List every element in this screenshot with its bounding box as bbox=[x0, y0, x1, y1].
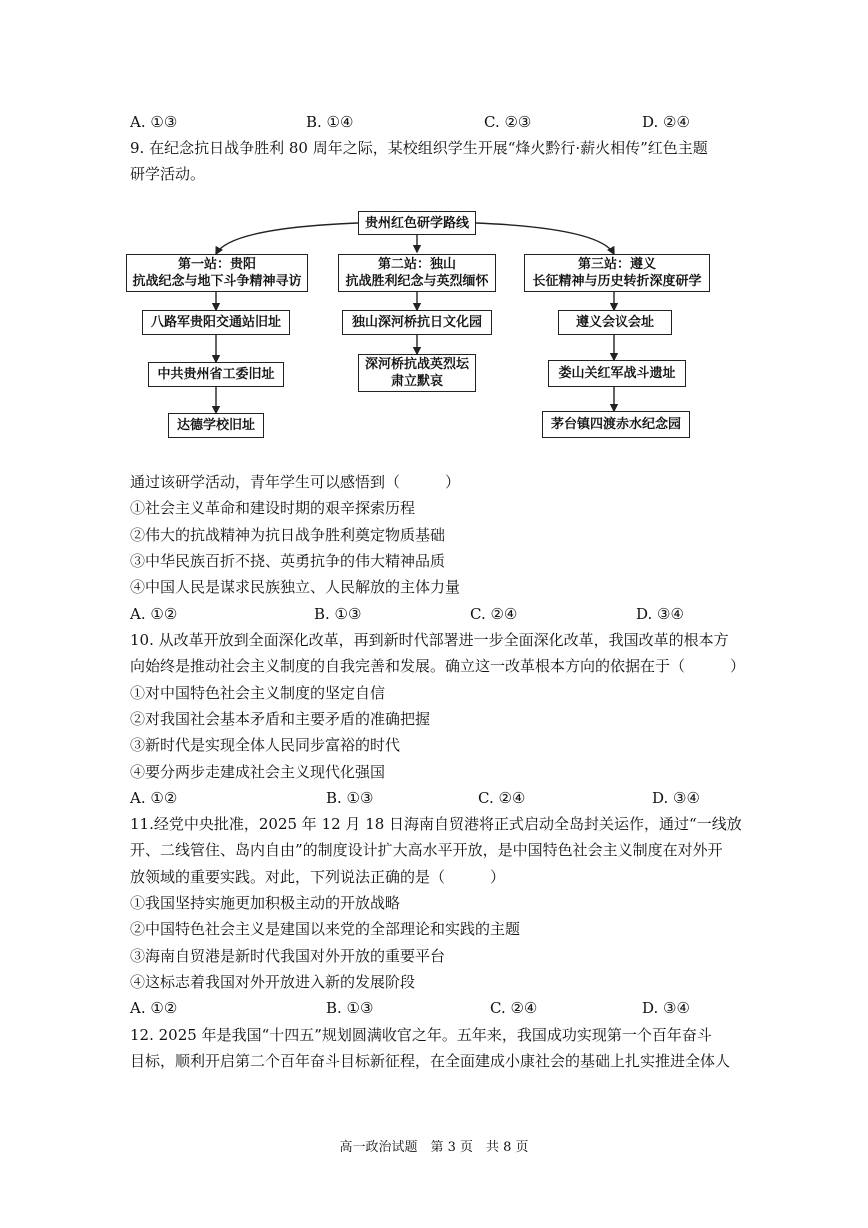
site-box bbox=[148, 362, 284, 387]
q9-statement-2: ②伟大的抗战精神为抗日战争胜利奠定物质基础 bbox=[130, 526, 446, 544]
q9-statement-1: ①社会主义革命和建设时期的艰辛探索历程 bbox=[130, 499, 416, 517]
site-box bbox=[558, 310, 672, 335]
site-label: 娄山关红军战斗遗址 bbox=[558, 366, 676, 381]
q8-option-a: A. ①③ bbox=[130, 113, 178, 131]
q9-option-c: C. ②④ bbox=[470, 605, 518, 623]
station-2-theme: 抗战胜利纪念与英烈缅怀 bbox=[345, 274, 489, 289]
q8-option-c: C. ②③ bbox=[484, 113, 532, 131]
q12-stem-line2: 目标，顺利开启第二个百年奋斗目标新征程，在全面建成小康社会的基础上扎实推进全体人 bbox=[130, 1052, 731, 1070]
q9-question: 通过该研学活动，青年学生可以感悟到（ ） bbox=[130, 473, 461, 491]
q10-statement-3: ③新时代是实现全体人民同步富裕的时代 bbox=[130, 736, 401, 754]
site-label: 达德学校旧址 bbox=[176, 418, 255, 433]
site-label: 深河桥抗战英烈坛 bbox=[364, 357, 469, 372]
station-1-box bbox=[126, 254, 308, 292]
q11-option-b: B. ①③ bbox=[326, 999, 374, 1017]
site-box bbox=[142, 310, 290, 335]
site-box bbox=[342, 310, 492, 335]
q9-option-a: A. ①② bbox=[130, 605, 178, 623]
q11-statement-1: ①我国坚持实施更加积极主动的开放战略 bbox=[130, 894, 401, 912]
q10-statement-1: ①对中国特色社会主义制度的坚定自信 bbox=[130, 684, 386, 702]
station-2-box bbox=[338, 254, 496, 292]
q11-stem-line1: 11.经党中央批准，2025 年 12 月 18 日海南自贸港将正式启动全岛封关运作，通过“一线放 bbox=[130, 815, 742, 833]
site-label: 独山深河桥抗日文化园 bbox=[351, 315, 482, 330]
station-1-theme: 抗战纪念与地下斗争精神寻访 bbox=[132, 274, 302, 289]
q10-option-d: D. ③④ bbox=[652, 789, 700, 807]
q9-statement-4: ④中国人民是谋求民族独立、人民解放的主体力量 bbox=[130, 578, 461, 596]
q9-stem-line1: 9. 在纪念抗日战争胜利 80 周年之际，某校组织学生开展“烽火黔行·薪火相传”红色主题 bbox=[130, 139, 708, 157]
q12-stem-line1: 12. 2025 年是我国“十四五”规划圆满收官之年。五年来，我国成功实现第一个百年奋斗 bbox=[130, 1026, 712, 1044]
q8-option-d: D. ②④ bbox=[642, 113, 690, 131]
site-label: 中共贵州省工委旧址 bbox=[157, 367, 275, 382]
q11-option-a: A. ①② bbox=[130, 999, 178, 1017]
site-box bbox=[548, 360, 686, 387]
site-box bbox=[168, 413, 264, 438]
diagram-root-label: 贵州红色研学路线 bbox=[364, 215, 469, 231]
q10-stem-line2: 向始终是推动社会主义制度的自我完善和发展。确立这一改革根本方向的依据在于（ ） bbox=[130, 657, 746, 675]
site-label: 遵义会议会址 bbox=[575, 315, 654, 330]
q10-statement-2: ②对我国社会基本矛盾和主要矛盾的准确把握 bbox=[130, 710, 431, 728]
q11-stem-line3: 放领域的重要实践。对此，下列说法正确的是（ ） bbox=[130, 868, 506, 886]
station-3-theme: 长征精神与历史转折深度研学 bbox=[532, 274, 702, 289]
q9-stem-line2: 研学活动。 bbox=[130, 165, 206, 183]
q11-statement-4: ④这标志着我国对外开放进入新的发展阶段 bbox=[130, 973, 416, 991]
q11-option-d: D. ③④ bbox=[642, 999, 690, 1017]
site-box bbox=[542, 411, 690, 438]
site-label: 茅台镇四渡赤水纪念园 bbox=[550, 417, 681, 432]
q11-option-c: C. ②④ bbox=[490, 999, 538, 1017]
q10-statement-4: ④要分两步走建成社会主义现代化强国 bbox=[130, 763, 386, 781]
q9-option-d: D. ③④ bbox=[636, 605, 684, 623]
station-2-title: 第二站：独山 bbox=[377, 257, 456, 272]
site-box bbox=[358, 354, 476, 392]
q11-stem-line2: 开、二线管住、岛内自由”的制度设计扩大高水平开放，是中国特色社会主义制度在对外开 bbox=[130, 841, 723, 859]
diagram-root-box bbox=[358, 211, 476, 235]
q9-option-b: B. ①③ bbox=[314, 605, 362, 623]
page-footer: 高一政治试题 第 3 页 共 8 页 bbox=[339, 1140, 529, 1155]
q10-stem-line1: 10. 从改革开放到全面深化改革，再到新时代部署进一步全面深化改革，我国改革的根本方 bbox=[130, 631, 729, 649]
q10-option-c: C. ②④ bbox=[478, 789, 526, 807]
site-label: 肃立默哀 bbox=[390, 374, 443, 389]
q11-statement-2: ②中国特色社会主义是建国以来党的全部理论和实践的主题 bbox=[130, 920, 521, 938]
q8-option-b: B. ①④ bbox=[306, 113, 354, 131]
site-label: 八路军贵阳交通站旧址 bbox=[150, 315, 281, 330]
q11-statement-3: ③海南自贸港是新时代我国对外开放的重要平台 bbox=[130, 947, 446, 965]
station-3-title: 第三站：遵义 bbox=[577, 257, 656, 272]
station-3-box bbox=[524, 254, 710, 292]
q9-statement-3: ③中华民族百折不挠、英勇抗争的伟大精神品质 bbox=[130, 552, 446, 570]
q10-option-b: B. ①③ bbox=[326, 789, 374, 807]
q10-option-a: A. ①② bbox=[130, 789, 178, 807]
station-1-title: 第一站：贵阳 bbox=[177, 257, 256, 272]
